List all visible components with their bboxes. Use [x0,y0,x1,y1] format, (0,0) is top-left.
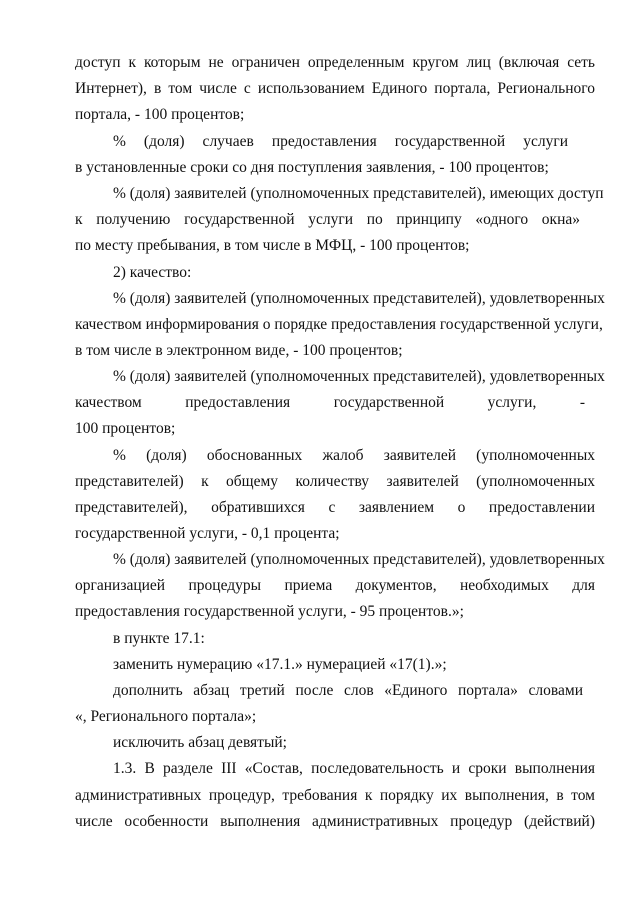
text-line: 100 процентов; [75,420,176,437]
text-line: Интернет), в том числе с использованием Единого портала, Регионального [75,80,595,97]
text-line: организацией процедуры приема документов, необходимых для [75,577,595,594]
text-line: заменить нумерацию «17.1.» нумерацией «17(1).»; [113,656,447,673]
text-line: качеством информирования о порядке предоставления государственной услуги, [75,316,603,333]
text-line: исключить абзац девятый; [113,734,287,751]
text-line: % (доля) обоснованных жалоб заявителей (уполномоченных [113,447,595,464]
text-line: числе особенности выполнения административных процедур (действий) [75,813,595,830]
text-line: % (доля) случаев предоставления государственной услуги [113,133,568,150]
text-line: % (доля) заявителей (уполномоченных представителей), удовлетворенных [113,290,605,307]
text-line: % (доля) заявителей (уполномоченных представителей), имеющих доступ [113,185,604,202]
text-line: «, Регионального портала»; [75,708,257,725]
text-line: доступ к которым не ограничен определенным кругом лиц (включая сеть [75,54,595,71]
text-line: % (доля) заявителей (уполномоченных представителей), удовлетворенных [113,368,605,385]
text-line: в установленные сроки со дня поступления заявления, - 100 процентов; [75,159,549,176]
text-line: портала, - 100 процентов; [75,106,245,123]
text-line: представителей) к общему количеству заявителей (уполномоченных [75,473,595,490]
text-line: по месту пребывания, в том числе в МФЦ, - 100 процентов; [75,237,470,254]
text-line: в пункте 17.1: [113,630,205,647]
text-line: дополнить абзац третий после слов «Единого портала» словами [113,682,583,699]
text-line: 2) качество: [113,264,192,281]
text-line: % (доля) заявителей (уполномоченных представителей), удовлетворенных [113,551,605,568]
text-line: государственной услуги, - 0,1 процента; [75,525,340,542]
text-line: представителей), обратившихся с заявлением о предоставлении [75,499,595,516]
text-line: к получению государственной услуги по принципу «одного окна» [75,211,580,228]
text-line: предоставления государственной услуги, - 95 процентов.»; [75,603,464,620]
text-line: 1.3. В разделе III «Состав, последовательность и сроки выполнения [113,760,595,777]
text-line: в том числе в электронном виде, - 100 процентов; [75,342,403,359]
text-line: качеством предоставления государственной услуги, - [75,394,585,411]
text-line: административных процедур, требования к порядку их выполнения, в том [75,787,595,804]
